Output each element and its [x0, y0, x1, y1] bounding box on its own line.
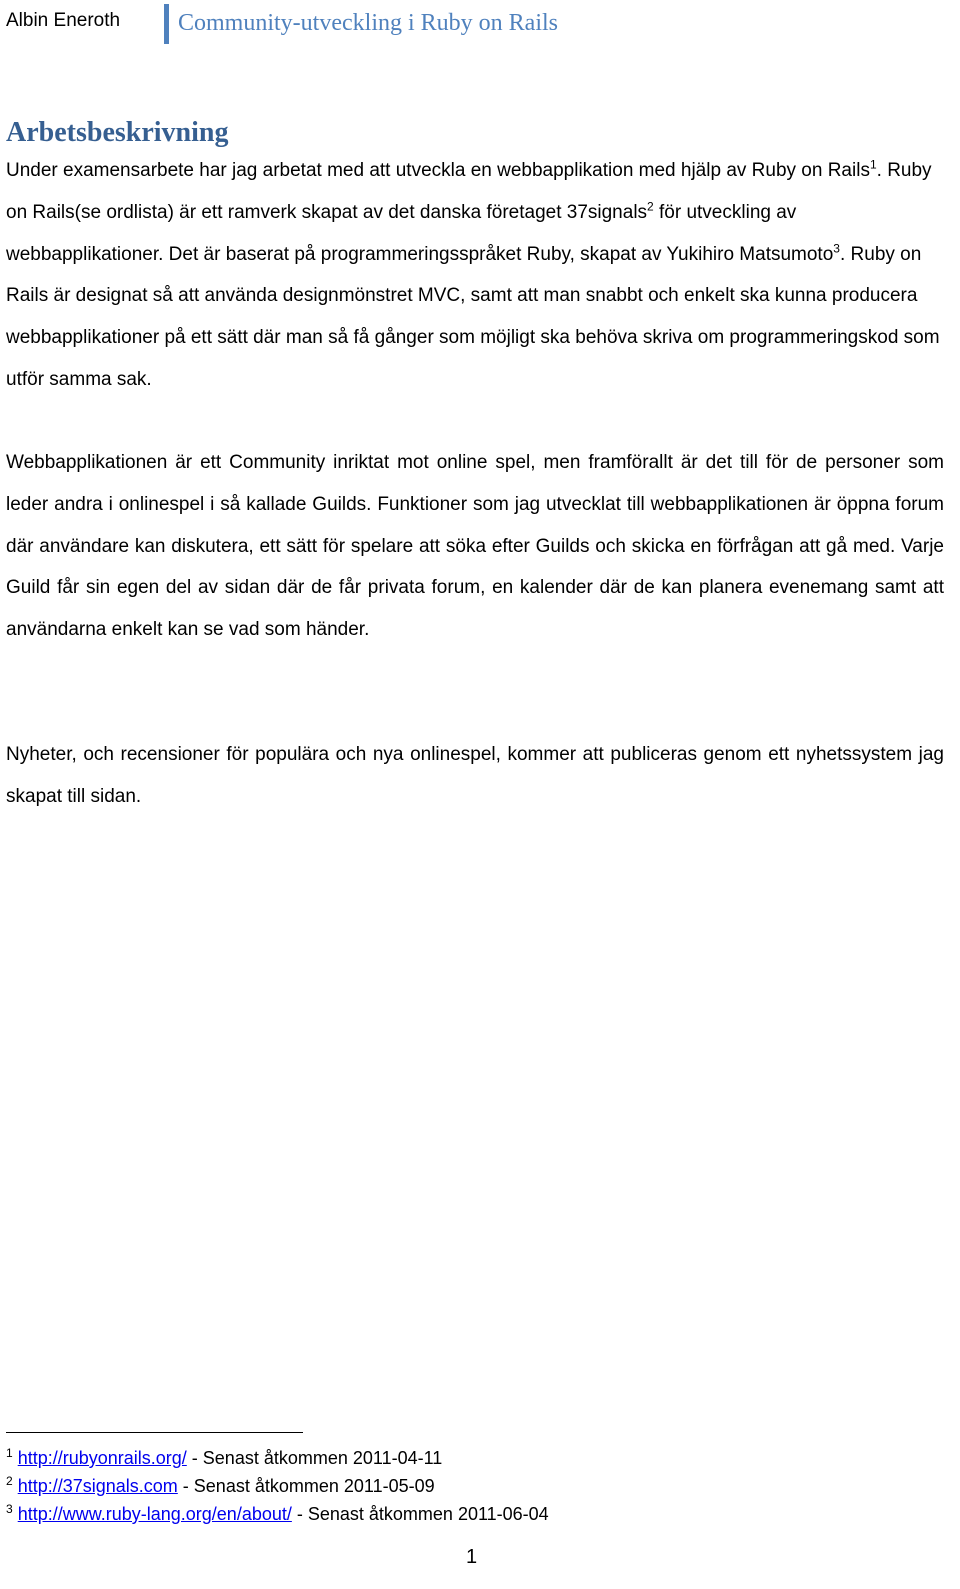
document-title: Community-utveckling i Ruby on Rails	[178, 10, 558, 36]
footnote-number: 1	[6, 1446, 13, 1460]
footnote-number: 3	[6, 1502, 13, 1516]
paragraph-intro	[6, 150, 944, 401]
footnote-link[interactable]: http://rubyonrails.org/	[17, 1448, 187, 1468]
page-header	[0, 0, 960, 48]
footnote-number: 2	[6, 1474, 13, 1488]
footnote-ref[interactable]: 1	[869, 157, 877, 172]
footnote	[6, 1500, 549, 1528]
paragraph-community: Webbapplikationen är ett Community inriktat mot online spel, men framförallt är det till för de personer som leder andra i onlinespel i så kallade Guilds. Funktioner som jag utvecklat till webbapplikationen är öppna forum där användare kan diskutera, ett sätt för spelare att söka efter Guilds och skicka en förfrågan att gå med. Varje Guild får sin egen del av sidan där de får privata forum, en kalender där de kan planera evenemang samt att användarna enkelt kan se vad som händer.	[6, 452, 944, 641]
footnote-note: - Senast åtkommen 2011-04-11	[186, 1448, 443, 1468]
footnote	[6, 1472, 549, 1500]
footnote-link[interactable]: http://www.ruby-lang.org/en/about/	[17, 1504, 292, 1524]
footnote	[6, 1444, 549, 1472]
paragraph-text: för utveckling av webbapplikationer. Det är baserat på programmeringsspråket Ruby, skapat av Yukihiro Matsumoto	[6, 201, 834, 265]
footnote-separator	[6, 1432, 303, 1433]
paragraph-text: Under examensarbete har jag arbetat med att utveckla en webbapplikation med hjälp av Ruby on Rails	[6, 160, 870, 181]
footnote-link[interactable]: http://37signals.com	[17, 1476, 178, 1496]
paragraph-news: Nyheter, och recensioner för populära och nya onlinespel, kommer att publiceras genom ett nyhetssystem jag skapat till sidan.	[6, 744, 944, 807]
footnote-ref[interactable]: 2	[647, 199, 654, 214]
footnote-ref[interactable]: 3	[833, 241, 840, 256]
page-number: 1	[466, 1546, 478, 1568]
header-divider	[164, 4, 169, 44]
author-name: Albin Eneroth	[6, 10, 121, 31]
footnote-note: - Senast åtkommen 2011-05-09	[177, 1476, 435, 1496]
paragraph-text: . Ruby on Rails är designat så att använda designmönstret MVC, samt att man snabbt och enkelt ska kunna producera webbapplikationer på ett sätt där man så få gånger som möjligt ska behöva skriva om programmeringskod som utför samma sak.	[6, 243, 940, 390]
footnotes	[6, 1444, 549, 1528]
paragraph-text: . Ruby on Rails(se ordlista) är ett ramverk skapat av det danska företaget 37signals	[6, 160, 932, 223]
footnote-note: - Senast åtkommen 2011-06-04	[291, 1504, 549, 1524]
section-heading: Arbetsbeskrivning	[6, 117, 229, 148]
